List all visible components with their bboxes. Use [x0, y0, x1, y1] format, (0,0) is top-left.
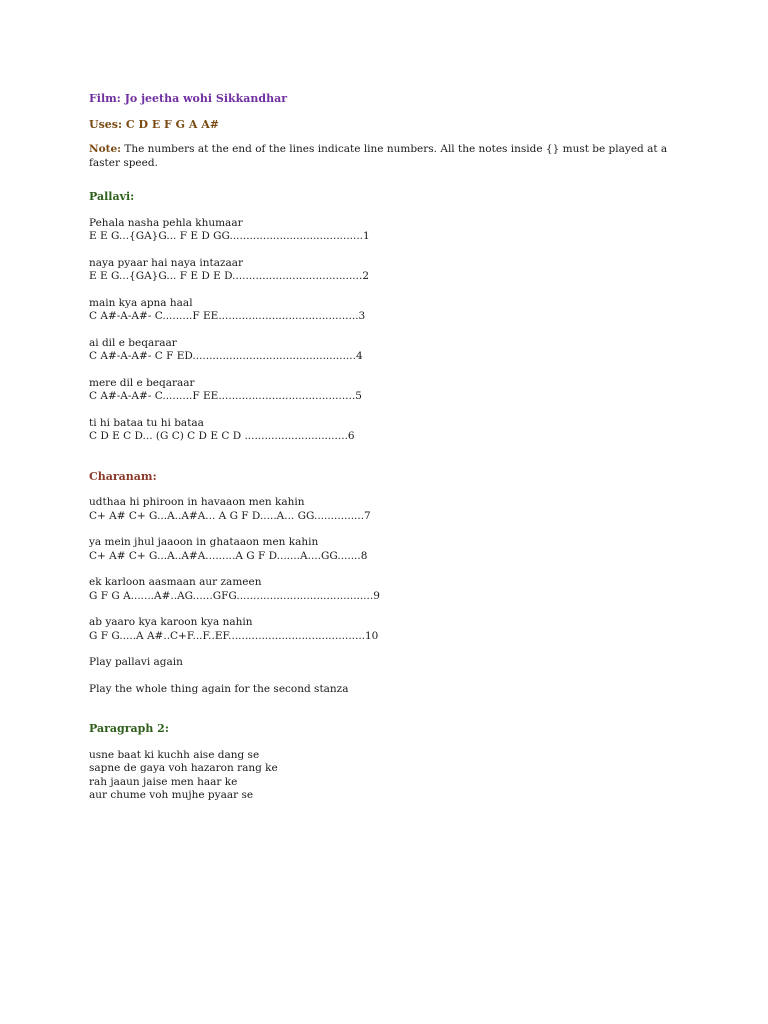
- notes-line: E E G...{GA}G... F E D E D.......................................2: [89, 270, 370, 282]
- pallavi-stanza-5: [89, 377, 689, 404]
- notes-line: G F G A.......A#..AG......GFG.........................................9: [89, 589, 380, 602]
- notes-line: C A#-A-A#- C.........F EE..........................................3: [89, 310, 366, 322]
- section-spacer: [89, 709, 689, 722]
- paragraph-2-heading: Paragraph 2:: [89, 722, 169, 735]
- pallavi-stanza-3: [89, 297, 689, 324]
- lyric-line: main kya apna haal: [89, 296, 193, 309]
- lyric-line: udthaa hi phiroon in havaaon men kahin: [89, 496, 305, 508]
- lyric-line: ai dil e beqaraar: [89, 336, 177, 349]
- pallavi-stanza-2: [89, 257, 689, 284]
- pallavi-stanza-1: [89, 217, 689, 244]
- note-paragraph: [89, 143, 689, 170]
- paragraph-2-verse: [89, 749, 689, 803]
- verse-line: rah jaaun jaise men haar ke: [89, 775, 238, 788]
- play-pallavi-instruction: Play pallavi again: [89, 656, 183, 668]
- verse-line: usne baat ki kuchh aise dang se: [89, 748, 260, 761]
- lyric-line: ti hi bataa tu hi bataa: [89, 416, 204, 429]
- charanam-stanza-1: [89, 496, 689, 523]
- document-page: [89, 92, 689, 803]
- charanam-stanza-3: [89, 576, 689, 603]
- charanam-heading: Charanam:: [89, 469, 157, 483]
- lyric-line: mere dil e beqaraar: [89, 376, 195, 389]
- section-spacer: [89, 457, 689, 470]
- lyric-line: ya mein jhul jaaoon in ghataaon men kahin: [89, 536, 319, 548]
- uses-notes: Uses: C D E F G A A#: [89, 117, 220, 131]
- note-label: Note:: [89, 143, 122, 155]
- notes-line: C A#-A-A#- C F ED.................................................4: [89, 350, 363, 362]
- pallavi-heading: Pallavi:: [89, 190, 135, 203]
- charanam-stanza-4: [89, 616, 689, 643]
- play-whole-instruction: Play the whole thing again for the second stanza: [89, 682, 349, 695]
- pallavi-stanza-6: [89, 417, 689, 444]
- lyric-line: ab yaaro kya karoon kya nahin: [89, 616, 253, 628]
- note-text: The numbers at the end of the lines indicate line numbers. All the notes inside {} must be played at a faster speed.: [89, 143, 668, 169]
- notes-line: G F G.....A A#..C+F...F..EF.........................................10: [89, 629, 379, 642]
- lyric-line: Pehala nasha pehla khumaar: [89, 216, 243, 229]
- notes-line: C D E C D... (G C) C D E C D ...............................6: [89, 430, 355, 442]
- notes-line: C A#-A-A#- C.........F EE.........................................5: [89, 390, 362, 402]
- notes-line: C+ A# C+ G...A..A#A.........A G F D.......A....GG.......8: [89, 549, 368, 562]
- film-title: Film: Jo jeetha wohi Sikkandhar: [89, 92, 287, 105]
- verse-line: sapne de gaya voh hazaron rang ke: [89, 762, 278, 774]
- notes-line: E E G...{GA}G... F E D GG........................................1: [89, 230, 370, 242]
- lyric-line: naya pyaar hai naya intazaar: [89, 256, 244, 269]
- lyric-line: ek karloon aasmaan aur zameen: [89, 576, 262, 588]
- pallavi-stanza-4: [89, 337, 689, 364]
- verse-line: aur chume voh mujhe pyaar se: [89, 789, 254, 801]
- charanam-stanza-2: [89, 536, 689, 563]
- notes-line: C+ A# C+ G...A..A#A... A G F D.....A... GG...............7: [89, 509, 371, 522]
